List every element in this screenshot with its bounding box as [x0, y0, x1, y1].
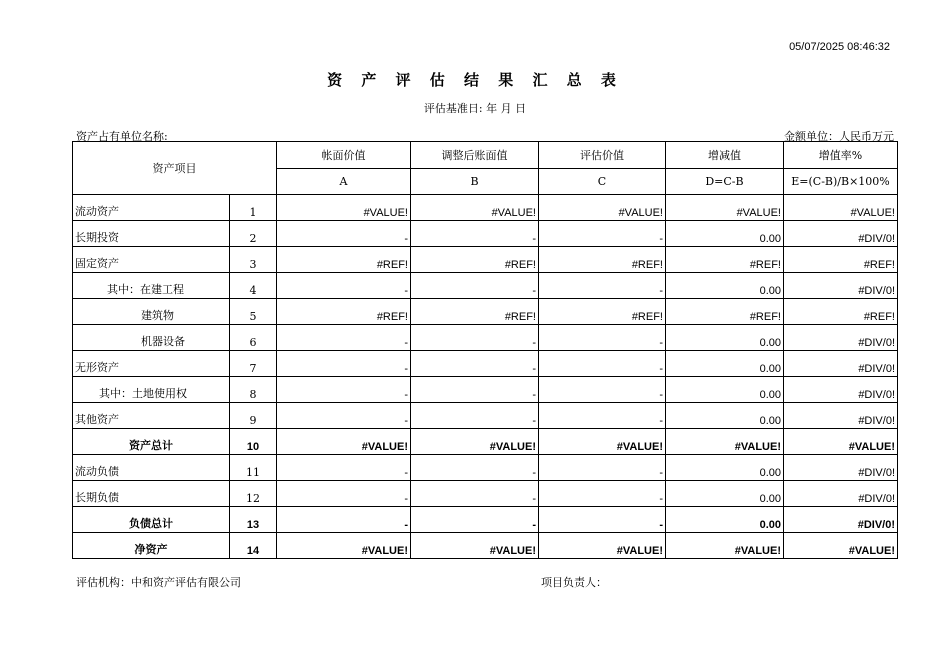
- header-col-c: C: [539, 169, 666, 195]
- cell-book-value: -: [277, 221, 411, 247]
- table-row: [73, 403, 898, 429]
- table-row-total-assets: [73, 429, 898, 455]
- cell-book-value: -: [277, 351, 411, 377]
- row-number: 3: [230, 247, 277, 273]
- row-number: 10: [230, 429, 277, 455]
- row-label: 净资产: [73, 533, 230, 559]
- cell-adjusted-value: -: [411, 377, 539, 403]
- cell-appraised-value: -: [539, 403, 666, 429]
- row-label: 负债总计: [73, 507, 230, 533]
- cell-change: #VALUE!: [666, 195, 784, 221]
- row-label: 长期负债: [73, 481, 230, 507]
- header-col-d: D=C-B: [666, 169, 784, 195]
- row-label: 资产总计: [73, 429, 230, 455]
- row-number: 7: [230, 351, 277, 377]
- cell-appraised-value: #VALUE!: [539, 533, 666, 559]
- cell-change-rate: #DIV/0!: [784, 351, 898, 377]
- table-row: [73, 481, 898, 507]
- header-row-1: [73, 142, 898, 169]
- cell-book-value: -: [277, 325, 411, 351]
- row-label: 无形资产: [73, 351, 230, 377]
- cell-adjusted-value: -: [411, 273, 539, 299]
- row-number: 8: [230, 377, 277, 403]
- cell-change: 0.00: [666, 481, 784, 507]
- cell-adjusted-value: #REF!: [411, 247, 539, 273]
- currency-unit-label: 金额单位：人民币万元: [784, 130, 894, 143]
- cell-change: #REF!: [666, 299, 784, 325]
- cell-adjusted-value: -: [411, 481, 539, 507]
- cell-adjusted-value: #VALUE!: [411, 533, 539, 559]
- table-row: [73, 455, 898, 481]
- cell-book-value: #REF!: [277, 299, 411, 325]
- cell-change-rate: #VALUE!: [784, 429, 898, 455]
- cell-change: 0.00: [666, 377, 784, 403]
- owner-name-label: 资产占有单位名称:: [76, 130, 168, 143]
- appraisal-agency: 评估机构：中和资产评估有限公司: [76, 576, 241, 589]
- project-manager-label: 项目负责人：: [541, 576, 607, 589]
- cell-appraised-value: -: [539, 507, 666, 533]
- cell-book-value: -: [277, 273, 411, 299]
- row-label: 建筑物: [73, 299, 230, 325]
- cell-change: #VALUE!: [666, 533, 784, 559]
- cell-book-value: -: [277, 455, 411, 481]
- row-number: 11: [230, 455, 277, 481]
- valuation-date-line: 评估基准日: 年 月 日: [423, 102, 527, 115]
- row-label: 机器设备: [73, 325, 230, 351]
- table-row: [73, 273, 898, 299]
- cell-change-rate: #DIV/0!: [784, 273, 898, 299]
- row-label: 长期投资: [73, 221, 230, 247]
- row-label: 其他资产: [73, 403, 230, 429]
- cell-change: #REF!: [666, 247, 784, 273]
- header-adjusted-value: 调整后账面值: [411, 142, 539, 169]
- cell-change: 0.00: [666, 221, 784, 247]
- cell-change-rate: #REF!: [784, 247, 898, 273]
- cell-adjusted-value: -: [411, 325, 539, 351]
- row-number: 12: [230, 481, 277, 507]
- cell-change: 0.00: [666, 403, 784, 429]
- cell-adjusted-value: -: [411, 221, 539, 247]
- summary-table: [72, 141, 898, 559]
- cell-adjusted-value: #VALUE!: [411, 195, 539, 221]
- cell-appraised-value: #REF!: [539, 299, 666, 325]
- cell-appraised-value: #VALUE!: [539, 429, 666, 455]
- table-row: [73, 195, 898, 221]
- row-label: 流动资产: [73, 195, 230, 221]
- cell-book-value: #REF!: [277, 247, 411, 273]
- cell-appraised-value: -: [539, 221, 666, 247]
- header-col-e: E=(C-B)/B×100%: [784, 169, 898, 195]
- cell-change-rate: #DIV/0!: [784, 507, 898, 533]
- cell-appraised-value: -: [539, 351, 666, 377]
- row-label: 其中：在建工程: [73, 273, 230, 299]
- cell-change-rate: #DIV/0!: [784, 455, 898, 481]
- table-row-net-assets: [73, 533, 898, 559]
- cell-change: #VALUE!: [666, 429, 784, 455]
- row-number: 9: [230, 403, 277, 429]
- row-label: 其中：土地使用权: [73, 377, 230, 403]
- table-row: [73, 351, 898, 377]
- table-row: [73, 325, 898, 351]
- header-col-a: A: [277, 169, 411, 195]
- cell-change-rate: #DIV/0!: [784, 377, 898, 403]
- cell-change: 0.00: [666, 455, 784, 481]
- row-number: 4: [230, 273, 277, 299]
- cell-book-value: -: [277, 377, 411, 403]
- cell-change-rate: #VALUE!: [784, 195, 898, 221]
- cell-change-rate: #VALUE!: [784, 533, 898, 559]
- cell-book-value: -: [277, 481, 411, 507]
- row-number: 1: [230, 195, 277, 221]
- cell-adjusted-value: #REF!: [411, 299, 539, 325]
- table-row-total-liabilities: [73, 507, 898, 533]
- cell-appraised-value: -: [539, 377, 666, 403]
- cell-appraised-value: #REF!: [539, 247, 666, 273]
- cell-change: 0.00: [666, 325, 784, 351]
- cell-adjusted-value: -: [411, 351, 539, 377]
- table-row: [73, 221, 898, 247]
- row-number: 13: [230, 507, 277, 533]
- cell-change-rate: #DIV/0!: [784, 325, 898, 351]
- header-change-rate: 增值率%: [784, 142, 898, 169]
- cell-change: 0.00: [666, 507, 784, 533]
- cell-adjusted-value: -: [411, 455, 539, 481]
- cell-book-value: -: [277, 403, 411, 429]
- cell-adjusted-value: -: [411, 403, 539, 429]
- table-row: [73, 299, 898, 325]
- cell-appraised-value: #VALUE!: [539, 195, 666, 221]
- cell-adjusted-value: #VALUE!: [411, 429, 539, 455]
- row-label: 固定资产: [73, 247, 230, 273]
- row-number: 2: [230, 221, 277, 247]
- header-item: 资产项目: [73, 142, 277, 195]
- header-col-b: B: [411, 169, 539, 195]
- cell-adjusted-value: -: [411, 507, 539, 533]
- header-book-value: 帐面价值: [277, 142, 411, 169]
- cell-change-rate: #REF!: [784, 299, 898, 325]
- page-title: 资 产 评 估 结 果 汇 总 表: [327, 71, 623, 89]
- cell-appraised-value: -: [539, 273, 666, 299]
- cell-change-rate: #DIV/0!: [784, 221, 898, 247]
- cell-book-value: #VALUE!: [277, 429, 411, 455]
- cell-change-rate: #DIV/0!: [784, 481, 898, 507]
- cell-change-rate: #DIV/0!: [784, 403, 898, 429]
- cell-book-value: -: [277, 507, 411, 533]
- header-appraised-value: 评估价值: [539, 142, 666, 169]
- cell-change: 0.00: [666, 351, 784, 377]
- print-timestamp: 05/07/2025 08:46:32: [789, 41, 890, 53]
- cell-change: 0.00: [666, 273, 784, 299]
- cell-appraised-value: -: [539, 455, 666, 481]
- cell-appraised-value: -: [539, 325, 666, 351]
- row-number: 14: [230, 533, 277, 559]
- cell-book-value: #VALUE!: [277, 195, 411, 221]
- header-change: 增减值: [666, 142, 784, 169]
- row-number: 5: [230, 299, 277, 325]
- cell-book-value: #VALUE!: [277, 533, 411, 559]
- table-row: [73, 247, 898, 273]
- cell-appraised-value: -: [539, 481, 666, 507]
- row-label: 流动负债: [73, 455, 230, 481]
- table-row: [73, 377, 898, 403]
- row-number: 6: [230, 325, 277, 351]
